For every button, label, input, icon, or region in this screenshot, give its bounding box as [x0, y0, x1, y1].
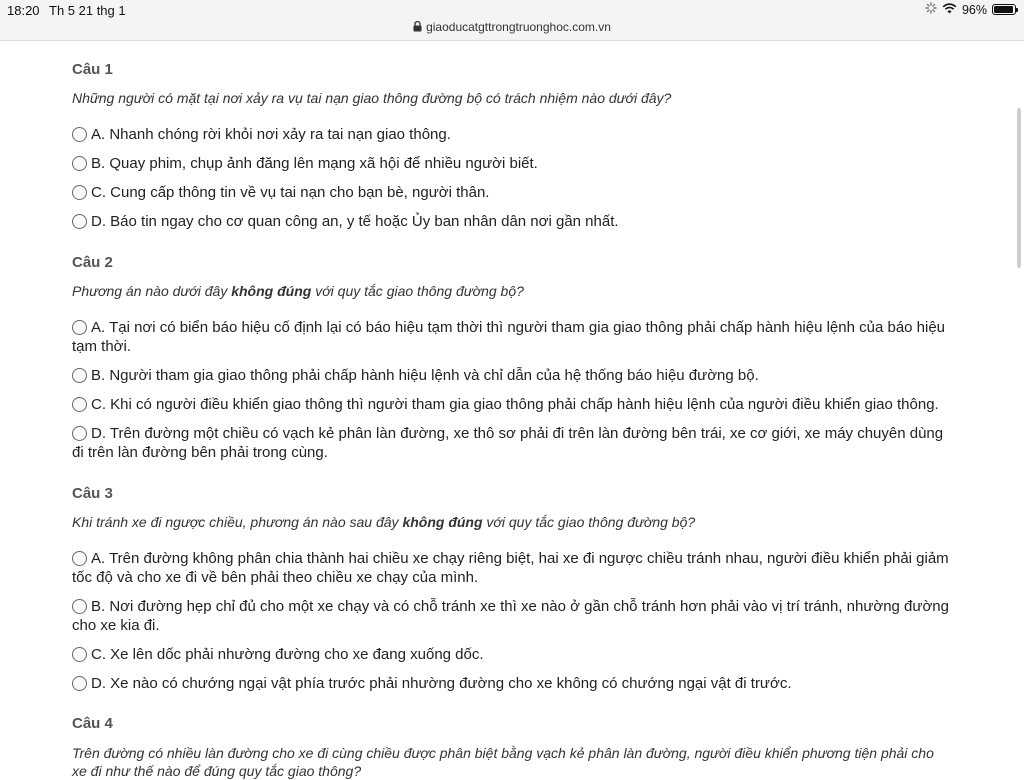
page-scrollbar[interactable]: [1017, 108, 1021, 268]
question-4-title: Câu 4: [72, 715, 113, 732]
question-2-option-d[interactable]: D. Trên đường một chiều có vạch kẻ phân làn đường, xe thô sơ phải đi trên làn đường bên trái, xe cơ giới, xe máy chuyên dùng đi trên làn đường bên phải trong cùng.: [72, 425, 944, 461]
status-indicators: [925, 2, 1016, 17]
radio-button[interactable]: [72, 647, 87, 662]
wifi-icon: [942, 3, 957, 17]
radio-button[interactable]: [72, 127, 87, 142]
question-1-option-c[interactable]: C. Cung cấp thông tin về vụ tai nạn cho bạn bè, người thân.: [72, 183, 952, 202]
url-text[interactable]: giaoducatgttrongtruonghoc.com.vn: [426, 20, 611, 34]
question-3-option-b[interactable]: B. Nơi đường hẹp chỉ đủ cho một xe chạy và có chỗ tránh xe thì xe nào ở gần chỗ tránh hơn phải vào vị trí tránh, nhường đường cho xe kia đi.: [72, 598, 949, 634]
question-2-option-a[interactable]: A. Tại nơi có biển báo hiệu cố định lại có báo hiệu tạm thời thì người tham gia giao thông phải chấp hành hiệu lệnh của báo hiệu tạm thời.: [72, 319, 946, 355]
radio-button[interactable]: [72, 397, 87, 412]
radio-button[interactable]: [72, 156, 87, 171]
question-1-option-d[interactable]: D. Báo tin ngay cho cơ quan công an, y tế hoặc Ủy ban nhân dân nơi gần nhất.: [72, 212, 952, 231]
question-3-option-d[interactable]: D. Xe nào có chướng ngại vật phía trước phải nhường đường cho xe không có chướng ngại vật đi trước.: [72, 674, 952, 693]
question-3-title: Câu 3: [72, 485, 113, 502]
question-1-title: Câu 1: [72, 61, 113, 78]
status-time: 18:20: [7, 3, 40, 18]
question-1-option-b[interactable]: B. Quay phim, chụp ảnh đăng lên mạng xã hội để nhiều người biết.: [72, 154, 952, 173]
question-2-title: Câu 2: [72, 254, 113, 271]
question-3-option-a[interactable]: A. Trên đường không phân chia thành hai chiều xe chạy riêng biệt, hai xe đi ngược chiều tránh nhau, người điều khiển phải giảm tốc độ và cho xe đi về bên phải theo chiều xe chạy của mình.: [72, 550, 949, 586]
radio-button[interactable]: [72, 551, 87, 566]
question-3-text: Khi tránh xe đi ngược chiều, phương án nào sau đây không đúng với quy tắc giao thông đường bộ?: [72, 514, 696, 530]
address-bar[interactable]: [0, 20, 1024, 35]
radio-button[interactable]: [72, 214, 87, 229]
radio-button[interactable]: [72, 185, 87, 200]
loading-spinner-icon: [925, 2, 937, 17]
radio-button[interactable]: [72, 320, 87, 335]
question-1-text: Những người có mặt tại nơi xảy ra vụ tai nạn giao thông đường bộ có trách nhiệm nào dưới đây?: [72, 90, 672, 106]
question-1-option-a[interactable]: A. Nhanh chóng rời khỏi nơi xảy ra tai nạn giao thông.: [72, 125, 952, 144]
question-3-option-c[interactable]: C. Xe lên dốc phải nhường đường cho xe đang xuống dốc.: [72, 645, 952, 664]
battery-icon: [992, 4, 1016, 15]
battery-percent: 96%: [961, 2, 987, 17]
question-4-text: Trên đường có nhiều làn đường cho xe đi cùng chiều được phân biệt bằng vạch kẻ phân làn đường, người điều khiển phương tiện phải cho xe đi như thế nào để đúng quy tắc giao thông?: [72, 745, 934, 779]
radio-button[interactable]: [72, 426, 87, 441]
radio-button[interactable]: [72, 676, 87, 691]
question-2-option-b[interactable]: B. Người tham gia giao thông phải chấp hành hiệu lệnh và chỉ dẫn của hệ thống báo hiệu đường bộ.: [72, 366, 952, 385]
lock-icon: [413, 21, 422, 35]
question-2-option-c[interactable]: C. Khi có người điều khiển giao thông thì người tham gia giao thông phải chấp hành hiệu lệnh của người điều khiển giao thông.: [72, 395, 952, 414]
question-2-text: Phương án nào dưới đây không đúng với quy tắc giao thông đường bộ?: [72, 283, 524, 299]
radio-button[interactable]: [72, 599, 87, 614]
radio-button[interactable]: [72, 368, 87, 383]
status-date: Th 5 21 thg 1: [49, 3, 126, 18]
ios-status-bar: [0, 0, 1024, 41]
